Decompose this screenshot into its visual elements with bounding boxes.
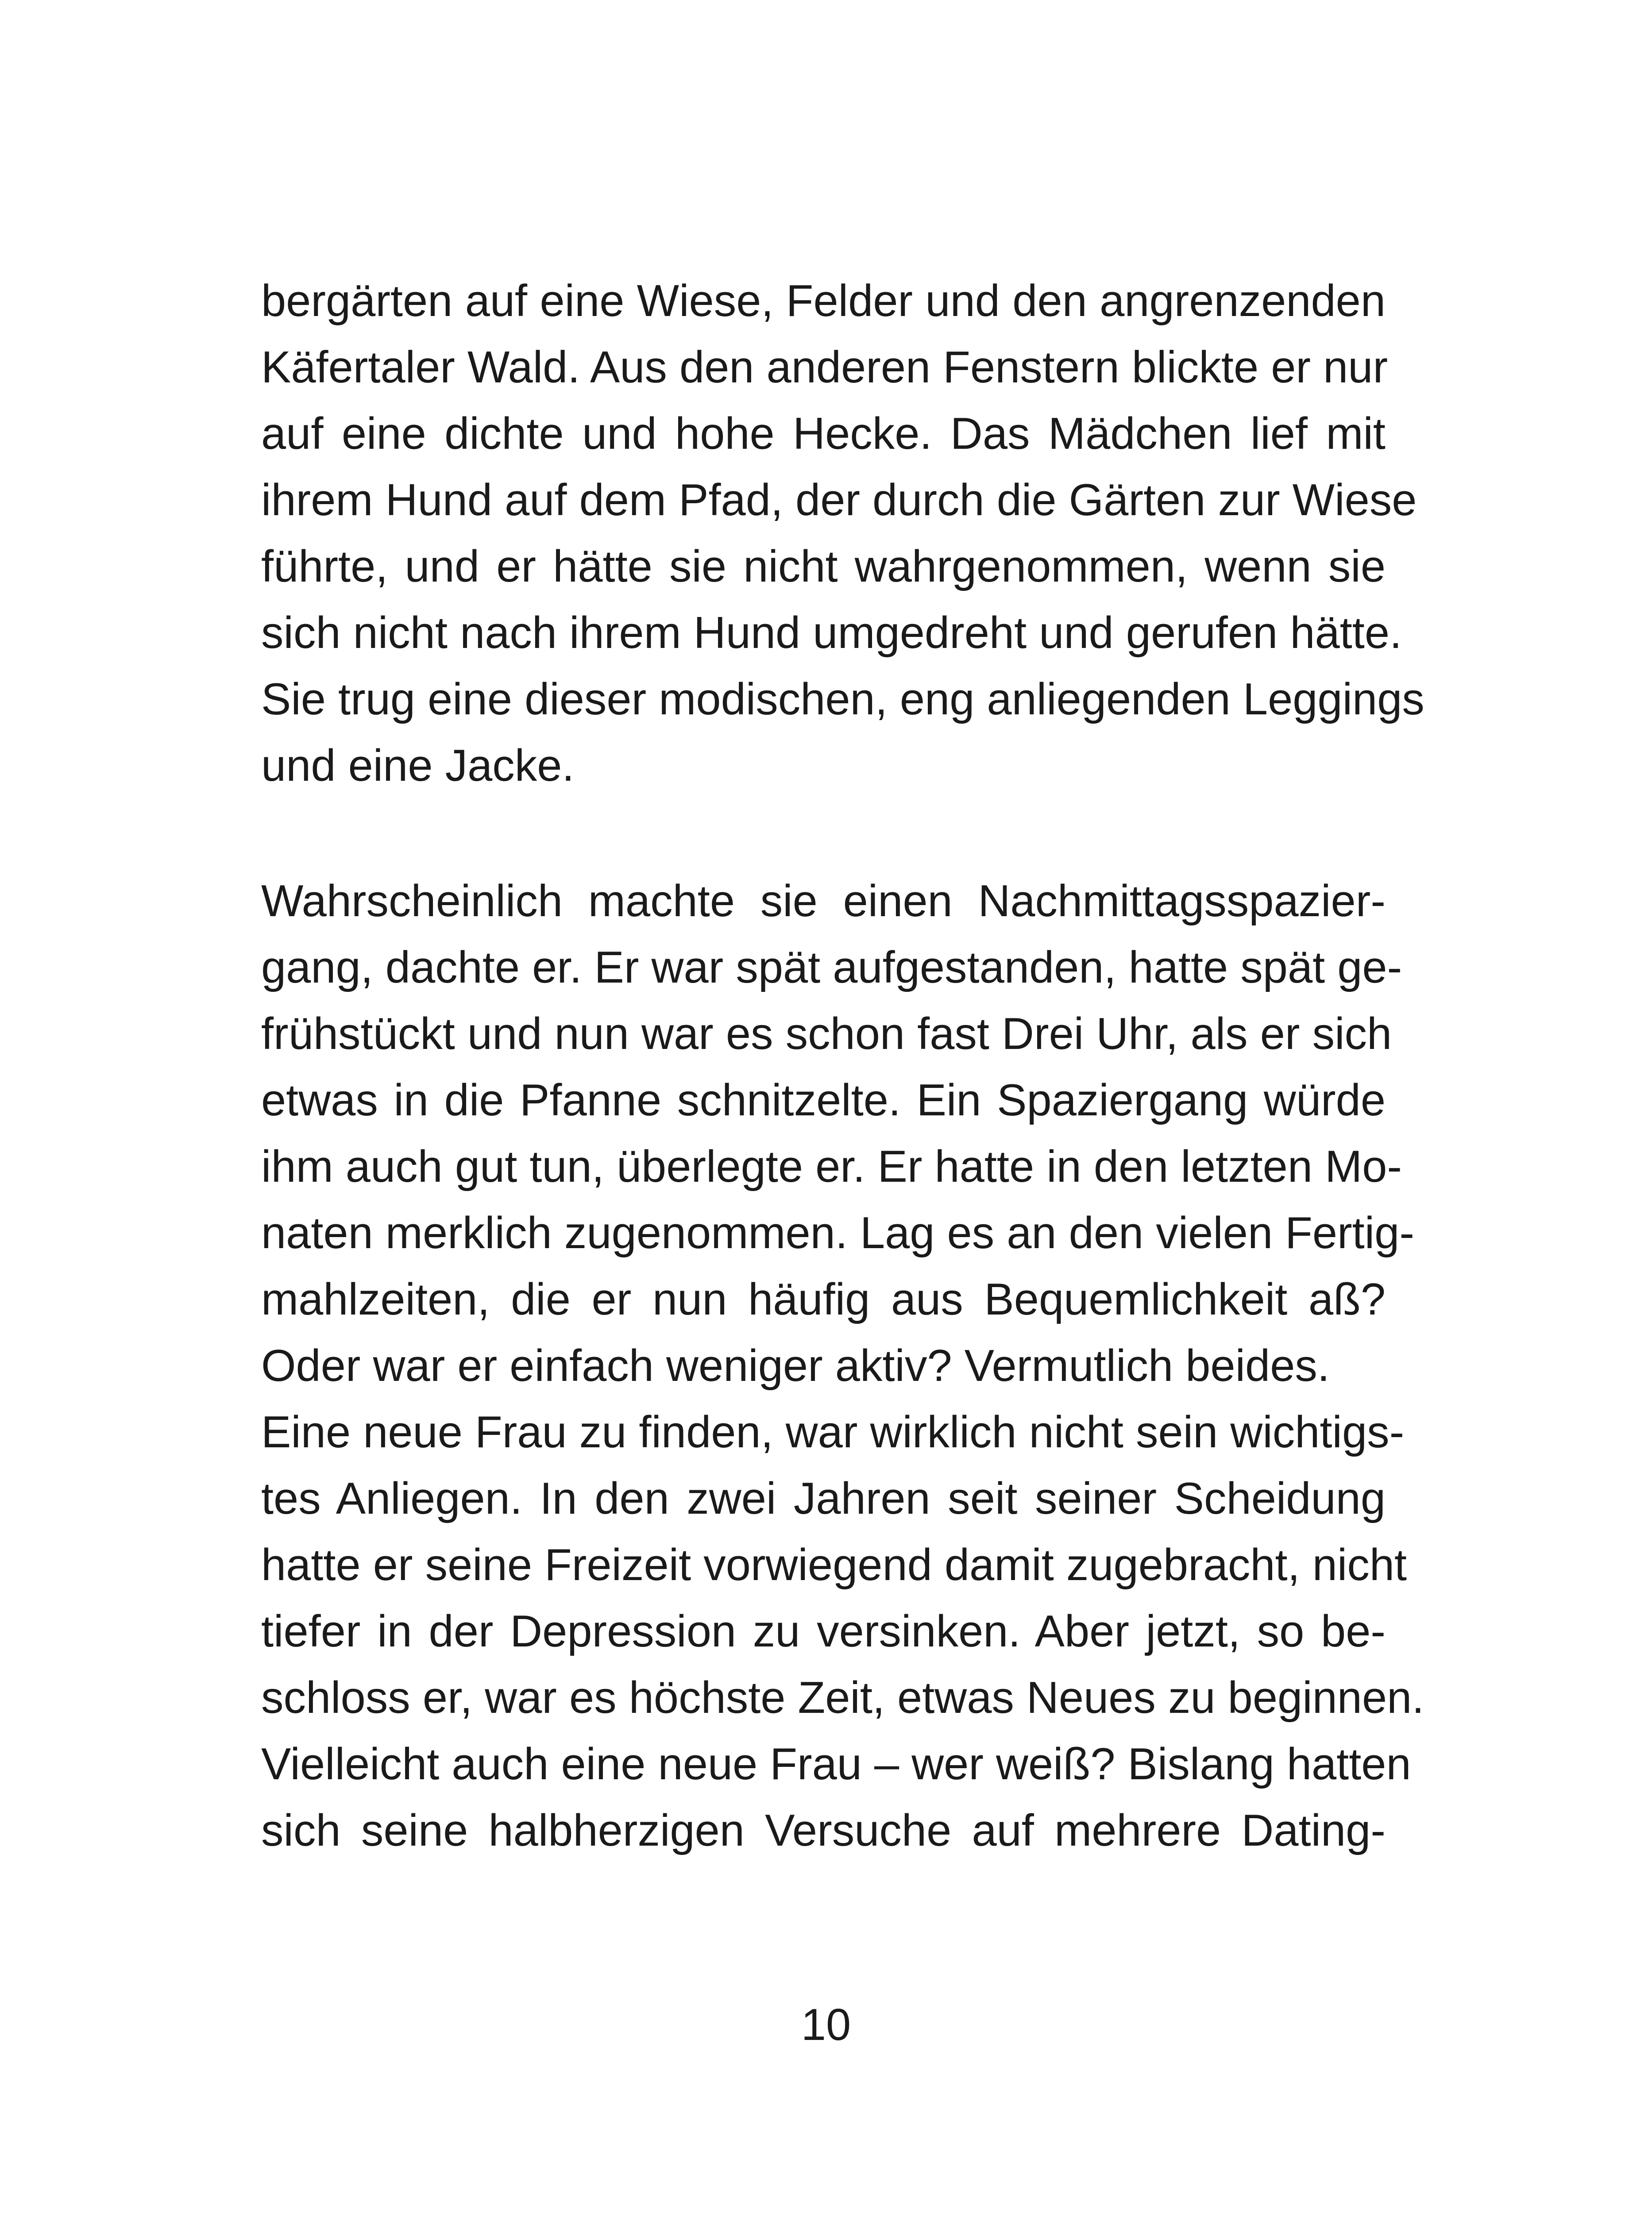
text-line: tes Anliegen. In den zwei Jahren seit seiner Scheidung [261,1474,1386,1523]
text-line: Oder war er einfach weniger aktiv? Vermutlich beides. [261,1341,1330,1391]
text-line: schloss er, war es höchste Zeit, etwas Neues zu beginnen. [261,1673,1424,1723]
text-line: etwas in die Pfanne schnitzelte. Ein Spaziergang würde [261,1076,1386,1125]
text-line: sich seine halbherzigen Versuche auf mehrere Dating- [261,1806,1386,1855]
text-line: ihrem Hund auf dem Pfad, der durch die Gärten zur Wiese [261,475,1417,525]
text-line: gang, dachte er. Er war spät aufgestanden, hatte spät ge- [261,943,1402,992]
text-line: Vielleicht auch eine neue Frau – wer weiß? Bislang hatten [261,1739,1411,1789]
text-line: mahlzeiten, die er nun häufig aus Bequemlichkeit aß? [261,1275,1386,1324]
text-line: ihm auch gut tun, überlegte er. Er hatte in den letzten Mo- [261,1142,1402,1191]
text-line: führte, und er hätte sie nicht wahrgenommen, wenn sie [261,542,1386,591]
paragraph-gap [261,799,1386,868]
paragraph-1 [261,268,1424,799]
text-line: bergärten auf eine Wiese, Felder und den angrenzenden [261,276,1386,326]
text-line: sich nicht nach ihrem Hund umgedreht und gerufen hätte. [261,608,1402,658]
body-text [261,268,1424,1864]
text-line: hatte er seine Freizeit vorwiegend damit zugebracht, nicht [261,1540,1407,1590]
text-line: Wahrscheinlich machte sie einen Nachmittagsspazier- [261,876,1386,926]
text-line: tiefer in der Depression zu versinken. Aber jetzt, so be- [261,1607,1386,1656]
page-number: 10 [801,2000,851,2050]
text-line: und eine Jacke. [261,741,575,790]
text-line: auf eine dichte und hohe Hecke. Das Mädchen lief mit [261,409,1386,459]
text-line: Käfertaler Wald. Aus den anderen Fenstern blickte er nur [261,343,1388,392]
text-line: Sie trug eine dieser modischen, eng anliegenden Leggings [261,675,1424,724]
text-line: Eine neue Frau zu finden, war wirklich nicht sein wichtigs- [261,1407,1405,1457]
text-line: naten merklich zugenommen. Lag es an den vielen Fertig- [261,1208,1414,1258]
paragraph-2 [261,868,1414,1399]
text-line: frühstückt und nun war es schon fast Drei Uhr, als er sich [261,1009,1392,1059]
paragraph-3 [261,1399,1424,1864]
